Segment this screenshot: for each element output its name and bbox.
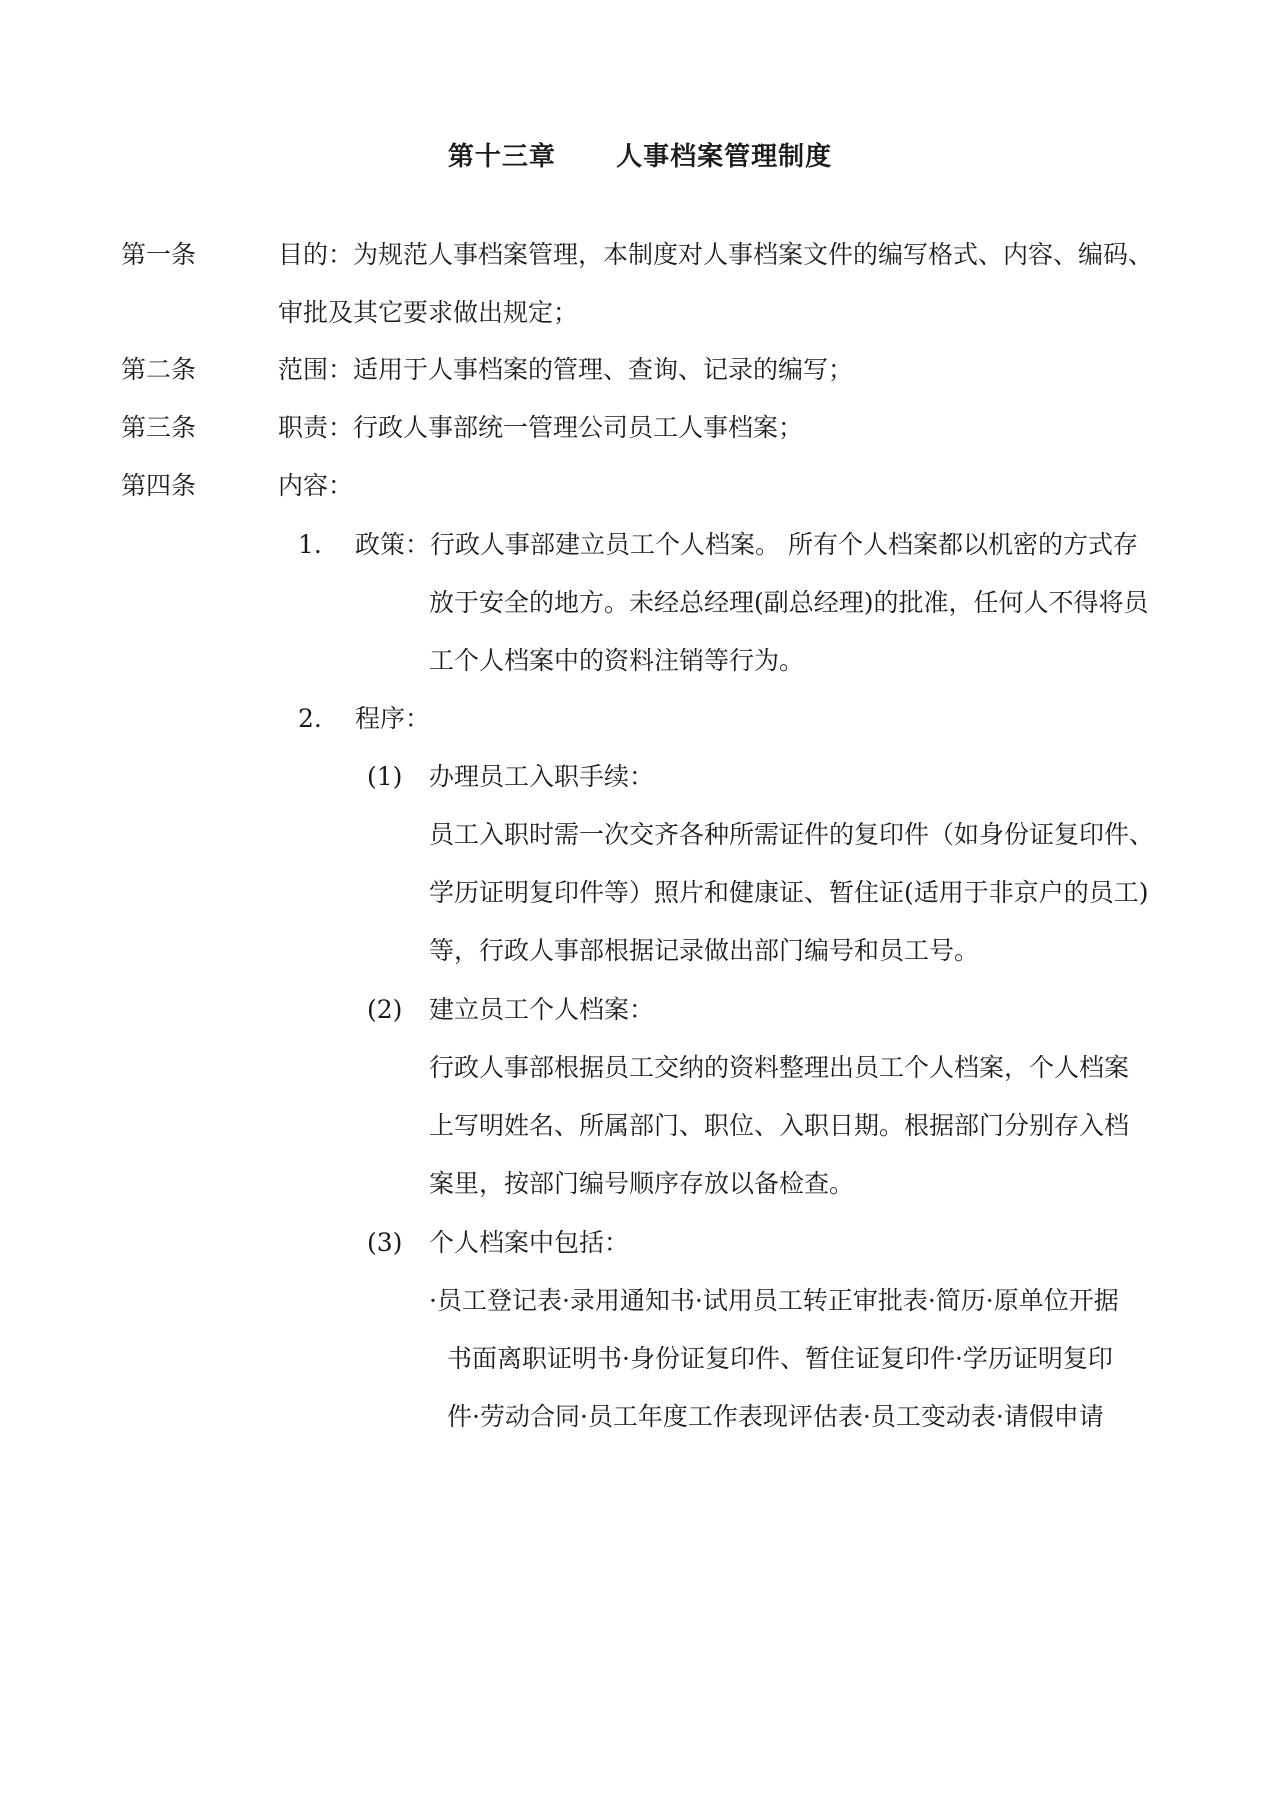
subitem-text: 书面离职证明书·身份证复印件、暂住证复印件·学历证明复印	[447, 1344, 1113, 1373]
item-text: 放于安全的地方。未经总经理(副总经理)的批准，任何人不得将员	[429, 588, 1149, 617]
article-label: 第一条	[121, 240, 197, 269]
subitem-text: 行政人事部根据员工交纳的资料整理出员工个人档案，个人档案	[429, 1053, 1130, 1082]
article-label: 第二条	[121, 355, 197, 384]
subitem-text: 件·劳动合同·员工年度工作表现评估表·员工变动表·请假申请	[447, 1402, 1104, 1431]
page-title: 第十三章 人事档案管理制度	[447, 142, 833, 172]
subitem-number: (3)	[367, 1228, 403, 1257]
article-label: 第三条	[121, 413, 197, 442]
item-text: 工个人档案中的资料注销等行为。	[429, 646, 805, 675]
item-text: 程序：	[355, 704, 431, 733]
article-text: 职责：行政人事部统一管理公司员工人事档案；	[278, 413, 804, 442]
subitem-text: ·员工登记表·录用通知书·试用员工转正审批表·简历·原单位开据	[429, 1286, 1119, 1315]
subitem-number: (2)	[367, 995, 403, 1024]
article-label: 第四条	[121, 471, 197, 500]
subitem-text: 等，行政人事部根据记录做出部门编号和员工号。	[429, 936, 980, 965]
subitem-heading: 建立员工个人档案：	[429, 995, 655, 1024]
subitem-text: 员工入职时需一次交齐各种所需证件的复印件（如身份证复印件、	[429, 820, 1155, 849]
item-text: 政策：行政人事部建立员工个人档案。 所有个人档案都以机密的方式存	[355, 530, 1138, 559]
article-text: 范围：适用于人事档案的管理、查询、记录的编写；	[278, 355, 854, 384]
subitem-text: 学历证明复印件等）照片和健康证、暂住证(适用于非京户的员工)	[429, 878, 1149, 907]
subitem-text: 案里，按部门编号顺序存放以备检查。	[429, 1169, 855, 1198]
item-number: 2.	[298, 704, 322, 733]
subitem-heading: 个人档案中包括：	[429, 1228, 630, 1257]
subitem-text: 上写明姓名、所属部门、职位、入职日期。根据部门分别存入档	[429, 1111, 1130, 1140]
item-number: 1.	[298, 530, 322, 559]
article-text: 目的：为规范人事档案管理，本制度对人事档案文件的编写格式、内容、编码、	[278, 240, 1154, 269]
subitem-heading: 办理员工入职手续：	[429, 762, 655, 791]
subitem-number: (1)	[367, 762, 403, 791]
article-text: 审批及其它要求做出规定；	[278, 298, 579, 327]
article-text: 内容：	[278, 471, 354, 500]
